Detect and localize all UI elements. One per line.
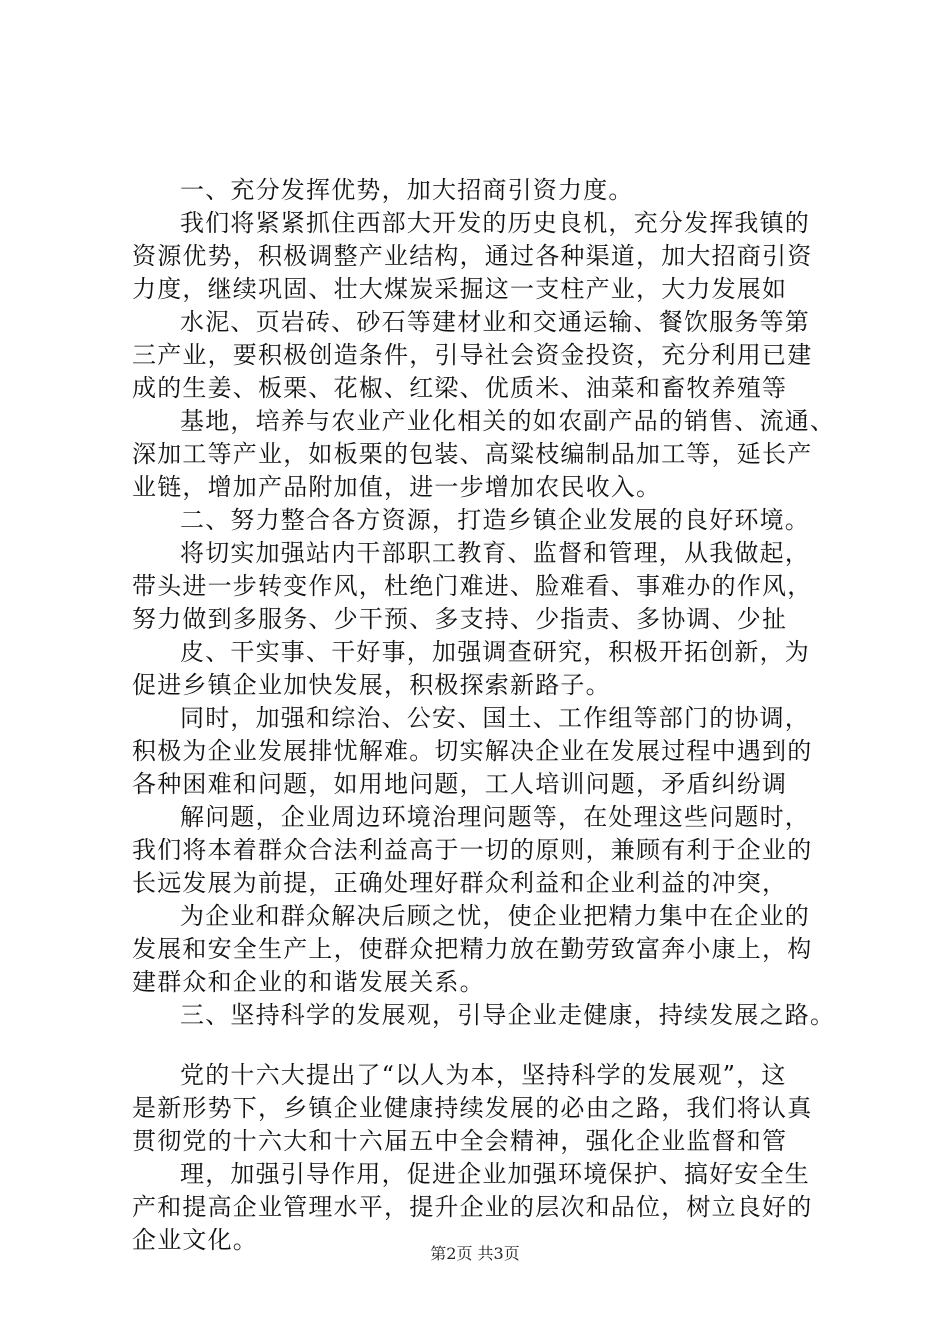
paragraph-line: 我们将紧紧抓住西部大开发的历史良机，充分发挥我镇的: [180, 209, 810, 237]
paragraph-line: 皮、干实事、干好事，加强调查研究，积极开拓创新，为: [180, 638, 810, 666]
paragraph-line: 同时，加强和综治、公安、国土、工作组等部门的协调，: [180, 704, 810, 732]
heading-section-1: 一、充分发挥优势，加大招商引资力度。: [180, 176, 634, 204]
paragraph-line: 三产业，要积极创造条件，引导社会资金投资，充分利用已建: [132, 341, 813, 369]
paragraph-line: 资源优势，积极调整产业结构，通过各种渠道，加大招商引资: [132, 242, 813, 270]
paragraph-line: 业链，增加产品附加值，进一步增加农民收入。: [132, 473, 662, 501]
paragraph-line: 理，加强引导作用，促进企业加强环境保护、搞好安全生: [180, 1160, 810, 1188]
paragraph-line: 建群众和企业的和谐发展关系。: [132, 968, 485, 996]
paragraph-line: 发展和安全生产上，使群众把精力放在勤劳致富奔小康上，构: [132, 935, 813, 963]
paragraph-line: 产和提高企业管理水平，提升企业的层次和品位，树立良好的: [132, 1193, 813, 1221]
paragraph-line: 力度，继续巩固、壮大煤炭采掘这一支柱产业，大力发展如: [132, 275, 788, 303]
paragraph-line: 企业文化。: [132, 1226, 258, 1254]
paragraph-line: 长远发展为前提，正确处理好群众利益和企业利益的冲突，: [132, 869, 788, 897]
paragraph-line: 我们将本着群众合法利益高于一切的原则，兼顾有利于企业的: [132, 836, 813, 864]
paragraph-line: 带头进一步转变作风，杜绝门难进、脸难看、事难办的作风，: [132, 572, 813, 600]
paragraph-line: 深加工等产业，如板栗的包装、高粱枝编制品加工等，延长产: [132, 440, 813, 468]
paragraph-line: 贯彻党的十六大和十六届五中全会精神，强化企业监督和管: [132, 1127, 788, 1155]
paragraph-line: 各种困难和问题，如用地问题，工人培训问题，矛盾纠纷调: [132, 770, 788, 798]
heading-section-2: 二、努力整合各方资源，打造乡镇企业发展的良好环境。: [180, 506, 810, 534]
paragraph-line: 将切实加强站内干部职工教育、监督和管理，从我做起，: [180, 539, 810, 567]
paragraph-line: 促进乡镇企业加快发展，积极探索新路子。: [132, 671, 611, 699]
paragraph-line: 为企业和群众解决后顾之忧，使企业把精力集中在企业的: [180, 902, 810, 930]
paragraph-line: 积极为企业发展排忧解难。切实解决企业在发展过程中遇到的: [132, 737, 813, 765]
paragraph-line: 基地，培养与农业产业化相关的如农副产品的销售、流通、: [180, 407, 836, 435]
paragraph-line: 是新形势下，乡镇企业健康持续发展的必由之路，我们将认真: [132, 1094, 813, 1122]
paragraph-line: 党的十六大提出了“以人为本，坚持科学的发展观”，这: [180, 1061, 787, 1089]
page-number-footer: 第2页 共3页: [430, 1244, 520, 1263]
paragraph-line: 解问题，企业周边环境治理问题等，在处理这些问题时，: [180, 803, 810, 831]
heading-section-3: 三、坚持科学的发展观，引导企业走健康，持续发展之路。: [180, 1001, 836, 1029]
paragraph-line: 努力做到多服务、少干预、多支持、少指责、多协调、少扯: [132, 605, 788, 633]
paragraph-line: 成的生姜、板栗、花椒、红梁、优质米、油菜和畜牧养殖等: [132, 374, 788, 402]
paragraph-line: 水泥、页岩砖、砂石等建材业和交通运输、餐饮服务等第: [180, 308, 810, 336]
